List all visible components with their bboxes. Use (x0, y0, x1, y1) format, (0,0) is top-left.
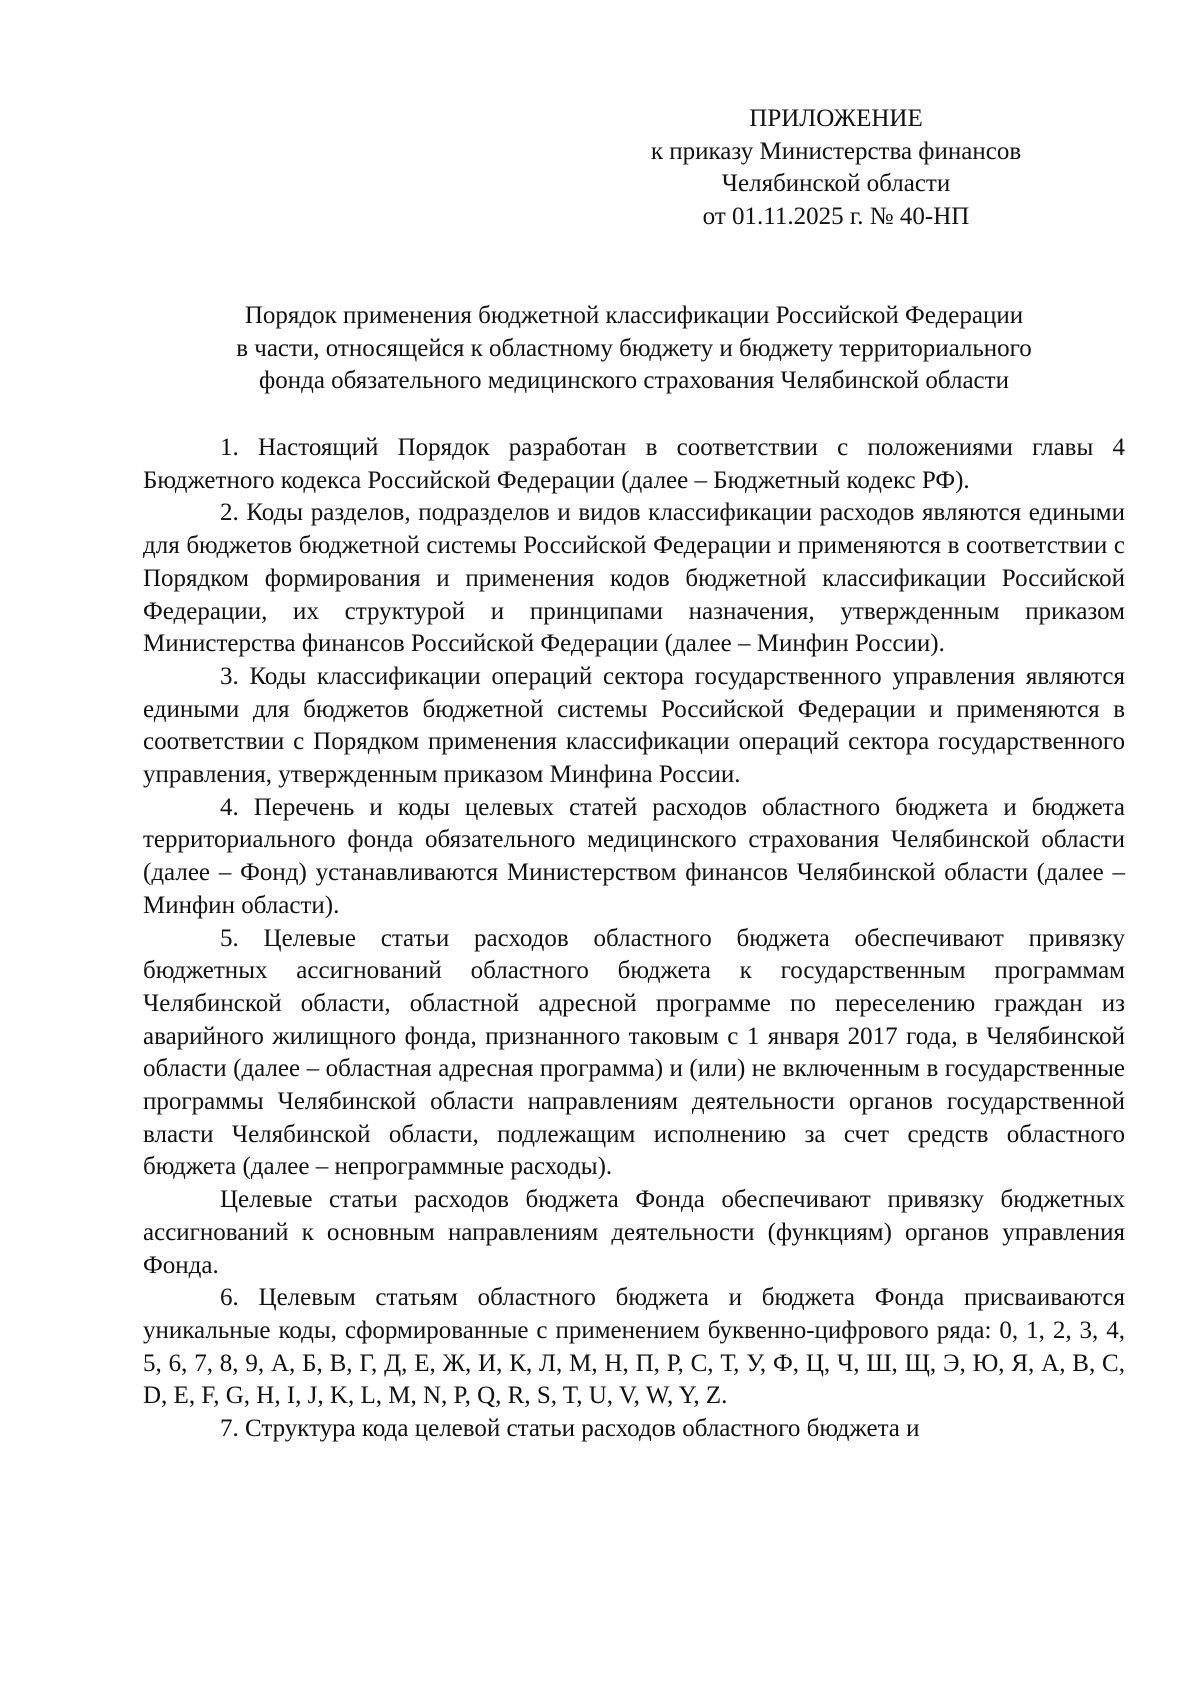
approval-order-line: к приказу Министерства финансов (650, 137, 1022, 165)
title-line: в части, относящейся к областному бюджету и бюджету территориального (236, 334, 1032, 362)
title-line: фонда обязательного медицинского страхования Челябинской области (259, 367, 1009, 394)
paragraph-3: 3. Коды классификации операций сектора государственного управления являются едиными для бюджетов бюджетной системы Российской Федерации и применяются в соответствии с Порядком применения классификации операций сектора государственного управления, утвержденным приказом Минфина России. (143, 662, 1125, 789)
paragraph-1: 1. Настоящий Порядок разработан в соответствии с положениями главы 4 Бюджетного кодекса Российской Федерации (далее – Бюджетный кодекс РФ). (143, 434, 1125, 494)
paragraph-6: 6. Целевым статьям областного бюджета и бюджета Фонда присваиваются уникальные коды, сформированные с применением буквенно-цифрового ряда: 0, 1, 2, 3, 4, 5, 6, 7, 8, 9, А, Б, В, Г, Д, Е, Ж, И, К, Л, М, Н, П, Р, С, Т, У, Ф, Ц, Ч, Ш, Щ, Э, Ю, Я, A, B, C, D, E, F, G, H, I, J, K, L, M, N, P, Q, R, S, T, U, V, W, Y, Z. (143, 1284, 1125, 1410)
paragraph-5: 5. Целевые статьи расходов областного бюджета обеспечивают привязку бюджетных ассигнований областного бюджета к государственным программам Челябинской области, областной адресной программе по переселению граждан из аварийного жилищного фонда, признанного таковым с 1 января 2017 года, в Челябинской области (далее – областная адресная программа) и (или) не включенным в государственные программы Челябинской области направлениям деятельности органов государственной власти Челябинской области, подлежащим исполнению за счет средств областного бюджета (далее – непрограммные расходы). (143, 924, 1125, 1181)
paragraph-2: 2. Коды разделов, подразделов и видов классификации расходов являются едиными для бюджетов бюджетной системы Российской Федерации и применяются в соответствии с Порядком формирования и применения кодов бюджетной классификации Российской Федерации, их структурой и принципами назначения, утвержденным приказом Министерства финансов Российской Федерации (далее – Минфин России). (143, 499, 1125, 658)
document-title (143, 300, 1125, 398)
paragraph-7: 7. Структура кода целевой статьи расходов областного бюджета и (220, 1415, 920, 1443)
approval-region-line: Челябинской области (721, 170, 951, 197)
document-body (143, 432, 1125, 1446)
title-line: Порядок применения бюджетной классификации Российской Федерации (244, 302, 1024, 329)
paragraph-4: 4. Перечень и коды целевых статей расходов областного бюджета и бюджета территориального фонда обязательного медицинского страхования Челябинской области (далее – Фонд) устанавливаются Министерством финансов Челябинской области (далее – Минфин области). (143, 793, 1125, 919)
approval-block (520, 103, 1152, 233)
paragraph-5-continuation: Целевые статьи расходов бюджета Фонда обеспечивают привязку бюджетных ассигнований к основным направлениям деятельности (функциям) органов управления Фонда. (143, 1186, 1125, 1279)
approval-date-number: от 01.11.2025 г. № 40-НП (702, 202, 970, 230)
approval-heading: ПРИЛОЖЕНИЕ (749, 105, 923, 132)
